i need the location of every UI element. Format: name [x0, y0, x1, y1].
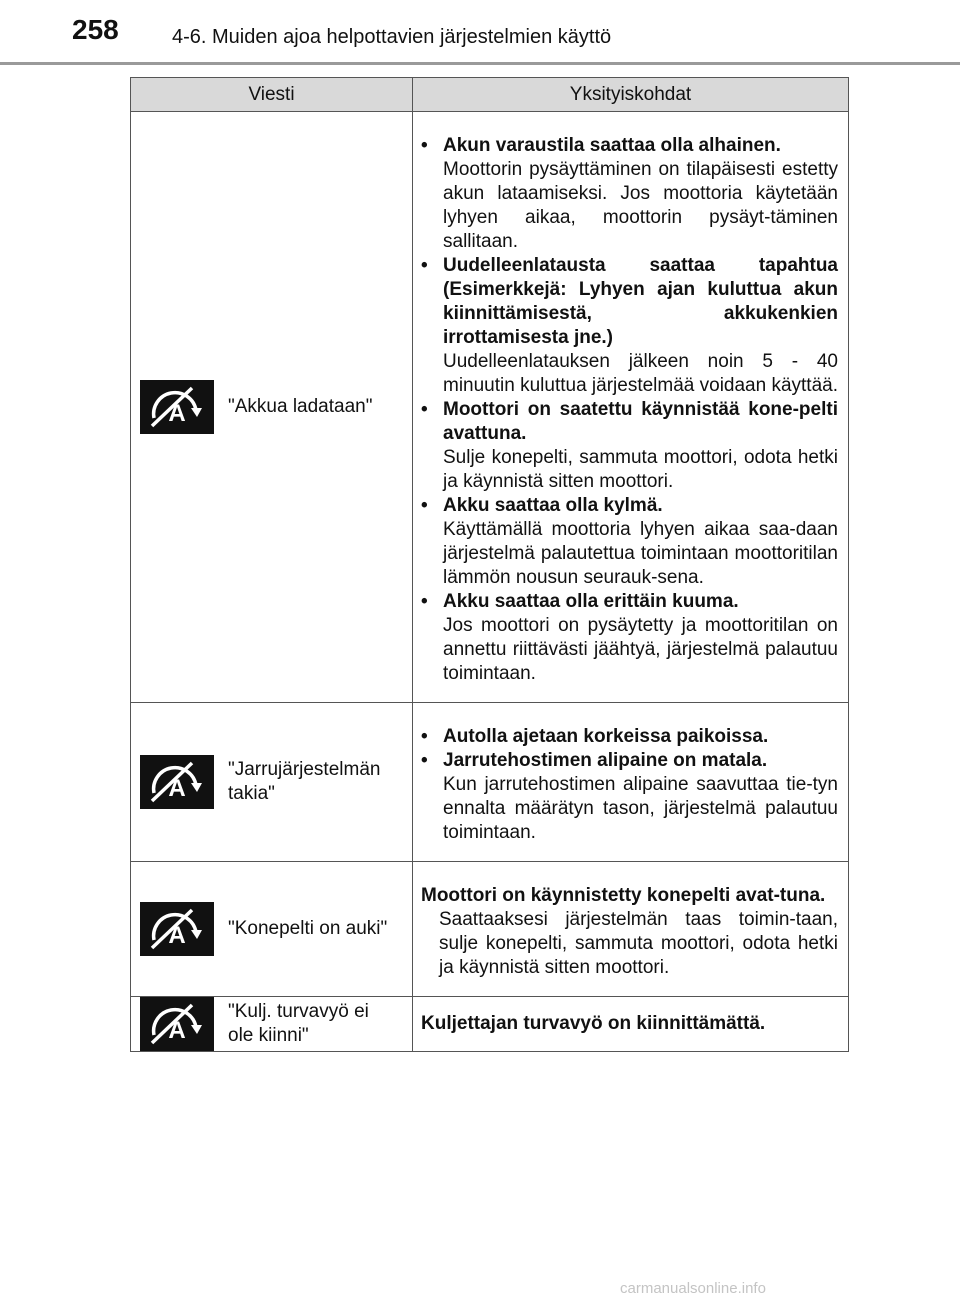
- message-text: "Jarrujärjestelmän takia": [228, 759, 381, 804]
- message-cell: [131, 112, 413, 703]
- detail-heading: Uudelleenlatausta saattaa tapahtua (Esimerkkejä: Lyhyen ajan kuluttua akun kiinnittämisestä, akkukenkien irrottamisesta jne.): [443, 255, 838, 348]
- detail-body: Kun jarrutehostimen alipaine saavuttaa tie-tyn ennalta määrätyn tason, järjestelmä palautuu toimintaan.: [443, 774, 838, 843]
- detail-item: • Moottori on saatettu käynnistää kone-pelti avattuna. Sulje konepelti, sammuta moottori, odota hetki ja käynnistä sitten moottori.: [421, 399, 838, 492]
- detail-heading: Jarrutehostimen alipaine on matala.: [443, 750, 768, 771]
- message-cell: [131, 703, 413, 862]
- auto-start-stop-off-icon: [140, 380, 214, 434]
- detail-item: • Uudelleenlatausta saattaa tapahtua (Esimerkkejä: Lyhyen ajan kuluttua akun kiinnittämisestä, akkukenkien irrottamisesta jne.) Uudelleenlatauksen jälkeen noin 5 - 40 minuutin kuluttua järjestelmää voidaan käyttää.: [421, 255, 839, 396]
- detail-item: • Akku saattaa olla kylmä. Käyttämällä moottoria lyhyen aikaa saa-daan järjestelmä palautettua toimintaan moottoritilan lämmön nousun seurauk-sena.: [421, 495, 838, 588]
- message-table: [130, 77, 849, 1052]
- watermark: carmanualsonline.info: [620, 1280, 766, 1297]
- message-text: "Kulj. turvavyö ei ole kiinni": [228, 1001, 369, 1046]
- table-header-row: [131, 78, 849, 112]
- detail-body: Käyttämällä moottoria lyhyen aikaa saa-daan järjestelmä palautettua toimintaan moottoritilan lämmön nousun seurauk-sena.: [443, 519, 838, 588]
- svg-text:A: A: [168, 922, 186, 949]
- details-cell: [413, 997, 849, 1052]
- svg-text:A: A: [168, 1017, 186, 1044]
- detail-heading: Akku saattaa olla kylmä.: [443, 495, 663, 516]
- detail-item: • Akku saattaa olla erittäin kuuma. Jos moottori on pysäytetty ja moottoritilan on annettu riittävästi jäähtyä, järjestelmä palautuu toimintaan.: [421, 591, 838, 684]
- details-cell: [413, 862, 849, 997]
- details-cell: [413, 703, 849, 862]
- table-row: [131, 997, 849, 1052]
- header-divider: [0, 62, 960, 65]
- detail-heading: Akku saattaa olla erittäin kuuma.: [443, 591, 739, 612]
- message-cell: [131, 862, 413, 997]
- message-text: "Akkua ladataan": [228, 396, 373, 417]
- detail-body: Jos moottori on pysäytetty ja moottoritilan on annettu riittävästi jäähtyä, järjestelmä palautuu toimintaan.: [443, 615, 838, 684]
- page-number: 258: [72, 14, 119, 45]
- svg-text:A: A: [168, 400, 186, 427]
- column-header-message: Viesti: [131, 78, 413, 112]
- svg-text:A: A: [168, 775, 186, 802]
- detail-item: • Akun varaustila saattaa olla alhainen. Moottorin pysäyttäminen on tilapäisesti estetty akun lataamiseksi. Jos moottoria käytetään lyhyen aikaa, moottorin pysäyt-täminen sallitaan.: [421, 135, 838, 252]
- auto-start-stop-off-icon: [140, 902, 214, 956]
- section-title: 4-6. Muiden ajoa helpottavien järjestelmien käyttö: [172, 26, 612, 48]
- auto-start-stop-off-icon: [140, 997, 214, 1051]
- details-cell: [413, 112, 849, 703]
- detail-item: • Jarrutehostimen alipaine on matala. Kun jarrutehostimen alipaine saavuttaa tie-tyn ennalta määrätyn tason, järjestelmä palautuu toimintaan.: [421, 750, 838, 843]
- detail-heading: Moottori on käynnistetty konepelti avat-tuna.: [421, 885, 826, 906]
- detail-body: Uudelleenlatauksen jälkeen noin 5 - 40 minuutin kuluttua järjestelmää voidaan käyttää.: [443, 351, 839, 396]
- detail-heading: Akun varaustila saattaa olla alhainen.: [443, 135, 781, 156]
- detail-heading: Moottori on saatettu käynnistää kone-pelti avattuna.: [443, 399, 838, 444]
- detail-body: Saattaaksesi järjestelmän taas toimin-taan, sulje konepelti, sammuta moottori, odota hetki ja käynnistä sitten moottori.: [439, 909, 838, 978]
- detail-heading: Kuljettajan turvavyö on kiinnittämättä.: [421, 1013, 766, 1034]
- detail-body: Sulje konepelti, sammuta moottori, odota hetki ja käynnistä sitten moottori.: [443, 447, 838, 492]
- page-header: [0, 0, 960, 66]
- message-cell: [131, 997, 413, 1052]
- auto-start-stop-off-icon: [140, 755, 214, 809]
- message-text: "Konepelti on auki": [228, 918, 388, 939]
- table-row: [131, 703, 849, 862]
- table-row: [131, 112, 849, 703]
- detail-body: Moottorin pysäyttäminen on tilapäisesti estetty akun lataamiseksi. Jos moottoria käytetään lyhyen aikaa, moottorin pysäyt-täminen sallitaan.: [443, 159, 838, 252]
- detail-item: • Autolla ajetaan korkeissa paikoissa.: [421, 726, 769, 747]
- table-row: [131, 862, 849, 997]
- column-header-details: Yksityiskohdat: [413, 78, 849, 112]
- detail-heading: Autolla ajetaan korkeissa paikoissa.: [443, 726, 769, 747]
